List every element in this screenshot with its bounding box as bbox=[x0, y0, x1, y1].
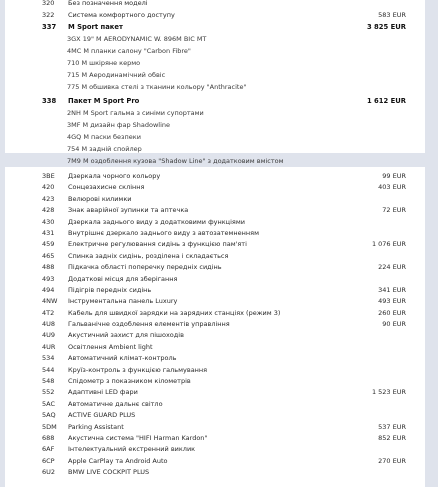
option-code: 4U8 bbox=[42, 320, 56, 329]
option-description: 710 M шкіряне кермо bbox=[67, 59, 141, 67]
option-row bbox=[5, 308, 425, 319]
option-description: 7M9 M оздоблення кузова "Shadow Line" з додатковим вмістом bbox=[67, 157, 284, 165]
option-row bbox=[5, 330, 425, 341]
option-price: 1 612 EUR bbox=[366, 97, 406, 105]
option-description: Освітлення Ambient light bbox=[68, 342, 153, 351]
option-price: 403 EUR bbox=[378, 183, 406, 192]
option-description: Кабель для швидкої зарядки на зарядних станціях (режим 3) bbox=[68, 308, 281, 317]
option-code: 4NW bbox=[42, 297, 58, 306]
option-row bbox=[5, 194, 425, 205]
option-code: 4U9 bbox=[42, 331, 56, 340]
option-code: 3BE bbox=[42, 172, 55, 180]
option-description: Адаптивні LED фари bbox=[68, 388, 138, 397]
option-code: 322 bbox=[42, 11, 55, 19]
option-code: 6CP bbox=[42, 456, 55, 465]
option-row bbox=[5, 444, 425, 455]
option-code: 465 bbox=[42, 251, 55, 260]
package-list bbox=[5, 0, 425, 167]
option-description: Інструментальна панель Luxury bbox=[68, 297, 178, 306]
option-description: Система комфортного доступу bbox=[68, 11, 175, 19]
package-content-row bbox=[5, 107, 425, 119]
option-description: Спідометр з показником кілометрів bbox=[68, 377, 191, 386]
option-row bbox=[5, 319, 425, 330]
option-price: 3 825 EUR bbox=[366, 23, 406, 31]
package-content-row bbox=[5, 119, 425, 131]
option-row bbox=[5, 365, 425, 376]
option-price: 270 EUR bbox=[378, 456, 406, 465]
option-row bbox=[5, 262, 425, 273]
package-content-row bbox=[5, 131, 425, 143]
option-description: Підкачка області поперечку передніх сидінь bbox=[68, 263, 222, 272]
option-code: 544 bbox=[42, 365, 55, 374]
option-row bbox=[5, 422, 425, 433]
option-description: Гальванічне оздоблення елементів управління bbox=[68, 320, 230, 329]
option-price: 99 EUR bbox=[382, 172, 406, 180]
option-row bbox=[5, 342, 425, 353]
option-row bbox=[5, 410, 425, 421]
option-description: Підігрів передніх сидінь bbox=[68, 285, 152, 294]
option-code: 493 bbox=[42, 274, 55, 283]
option-code: 5DM bbox=[42, 422, 57, 431]
option-code: 5AQ bbox=[42, 411, 56, 420]
option-row bbox=[5, 399, 425, 410]
package-content-row bbox=[5, 45, 425, 57]
options-list-panel bbox=[5, 167, 425, 487]
option-code: 6U2 bbox=[42, 468, 56, 477]
option-description: 4GQ M паски безпеки bbox=[67, 133, 141, 141]
option-row bbox=[5, 456, 425, 467]
option-row bbox=[5, 217, 425, 228]
option-price: 537 EUR bbox=[378, 422, 406, 431]
option-row bbox=[5, 182, 425, 193]
option-code: 4UR bbox=[42, 342, 56, 351]
option-description: Додаткові місця для зберігання bbox=[68, 274, 178, 283]
option-description: Дзеркала заднього виду з додатковими функціями bbox=[68, 217, 245, 226]
option-code: 6AF bbox=[42, 445, 55, 454]
option-row bbox=[5, 296, 425, 307]
option-description: 775 M обшивка стелі з тканини кольору "Anthracite" bbox=[67, 83, 247, 91]
option-price: 1 523 EUR bbox=[371, 388, 406, 397]
option-description: ACTIVE GUARD PLUS bbox=[68, 411, 136, 420]
option-price: 852 EUR bbox=[378, 433, 406, 442]
option-description: Parking Assistant bbox=[68, 422, 124, 431]
option-description: 3GX 19" M AERODYNAMIC W. 896M BIC MT bbox=[67, 35, 207, 43]
package-content-row bbox=[5, 69, 425, 81]
option-row bbox=[5, 376, 425, 387]
options-list bbox=[5, 167, 425, 479]
option-description: Автоматичний клімат-контроль bbox=[68, 354, 177, 363]
option-description: BMW LIVE COCKPIT PLUS bbox=[68, 468, 150, 477]
option-description: 715 M Аеродинамічний обвіс bbox=[67, 71, 166, 79]
option-row bbox=[5, 228, 425, 239]
option-description: 754 M задній спойлер bbox=[67, 145, 142, 153]
option-description: Круїз-контроль з функцією гальмування bbox=[68, 365, 208, 374]
option-description: Акустичний захист для пішоходів bbox=[68, 331, 184, 340]
option-row bbox=[5, 433, 425, 444]
option-row bbox=[5, 274, 425, 285]
package-content-row bbox=[5, 57, 425, 69]
option-code: 534 bbox=[42, 354, 55, 363]
package-row bbox=[5, 21, 425, 33]
package-row bbox=[5, 95, 425, 107]
option-description: Сонцезахисне скління bbox=[68, 183, 145, 192]
package-content-row bbox=[5, 81, 425, 93]
option-row bbox=[5, 353, 425, 364]
option-description: 4MC M планки салону "Carbon Fibre" bbox=[67, 47, 191, 55]
option-row bbox=[5, 171, 425, 182]
option-price: 90 EUR bbox=[382, 320, 406, 329]
option-price: 583 EUR bbox=[378, 11, 406, 19]
option-description: Інтелектуальний екстренний виклик bbox=[68, 445, 196, 454]
option-description: Спинка задніх сидінь, розділена і складається bbox=[68, 251, 229, 260]
package-content-row bbox=[5, 33, 425, 45]
option-description: Внутрішнє дзеркало заднього виду з автозатемненням bbox=[68, 228, 259, 237]
option-price: 341 EUR bbox=[378, 285, 406, 294]
package-content-row bbox=[5, 143, 425, 155]
option-price: 260 EUR bbox=[378, 308, 406, 317]
option-row bbox=[5, 205, 425, 216]
option-code: 430 bbox=[42, 217, 55, 226]
option-row bbox=[5, 387, 425, 398]
option-description: Apple CarPlay та Android Auto bbox=[68, 456, 168, 465]
option-code: 431 bbox=[42, 228, 55, 237]
option-price: 224 EUR bbox=[378, 263, 406, 272]
option-description: Пакет M Sport Pro bbox=[68, 97, 140, 105]
option-price: 493 EUR bbox=[378, 297, 406, 306]
option-row bbox=[5, 251, 425, 262]
package-list-panel bbox=[5, 0, 425, 165]
option-code: 488 bbox=[42, 263, 55, 272]
option-row bbox=[5, 0, 425, 9]
option-code: 459 bbox=[42, 240, 55, 249]
option-description: Автоматичне дальнє світло bbox=[68, 399, 163, 408]
option-code: 420 bbox=[42, 183, 55, 192]
option-description: 2NH M Sport гальма з синіми супортами bbox=[67, 109, 204, 117]
option-description: M Sport пакет bbox=[68, 23, 123, 31]
option-code: 320 bbox=[42, 0, 55, 7]
option-code: 338 bbox=[42, 97, 57, 105]
option-row bbox=[5, 9, 425, 21]
option-code: 688 bbox=[42, 433, 55, 442]
option-row bbox=[5, 285, 425, 296]
option-description: Без позначення моделі bbox=[68, 0, 148, 7]
option-code: 4T2 bbox=[42, 308, 55, 317]
option-code: 5AC bbox=[42, 399, 56, 408]
option-price: 72 EUR bbox=[382, 206, 406, 215]
option-description: Дзеркала чорного кольору bbox=[68, 172, 161, 180]
option-row bbox=[5, 467, 425, 478]
option-row bbox=[5, 239, 425, 250]
option-code: 548 bbox=[42, 377, 55, 386]
option-price: 1 076 EUR bbox=[371, 240, 406, 249]
option-description: Велюрові килимки bbox=[68, 194, 132, 203]
option-description: 3MF M дизайн фар Shadowline bbox=[67, 121, 171, 129]
option-code: 423 bbox=[42, 194, 55, 203]
option-code: 494 bbox=[42, 285, 55, 294]
package-content-row bbox=[5, 155, 425, 167]
option-code: 337 bbox=[42, 23, 57, 31]
option-description: Знак аварійної зупинки та аптечка bbox=[68, 206, 189, 215]
option-code: 428 bbox=[42, 206, 55, 215]
option-code: 552 bbox=[42, 388, 55, 397]
option-description: Акустична система "HIFI Harman Kardon" bbox=[68, 433, 208, 442]
option-description: Електричне регулювання сидінь з функцією пам'яті bbox=[68, 240, 247, 249]
